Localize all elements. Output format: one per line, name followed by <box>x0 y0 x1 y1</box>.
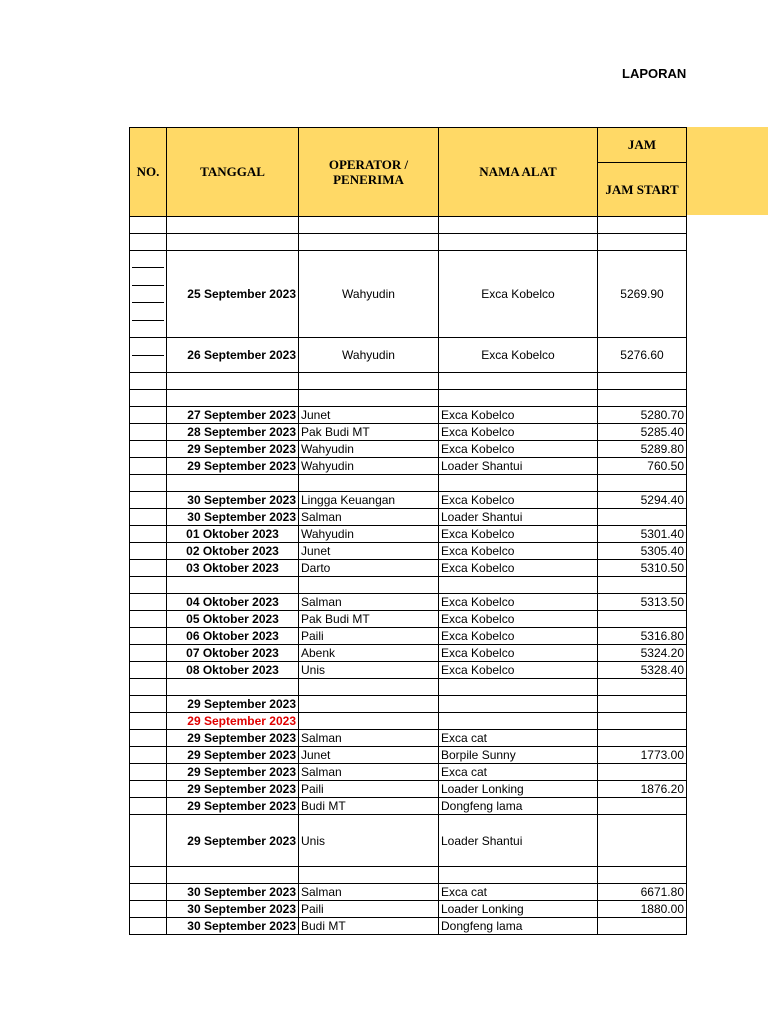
cell-nama-alat[interactable]: Exca Kobelco <box>439 407 598 424</box>
table-row <box>130 475 687 492</box>
table-row <box>130 390 687 407</box>
cell-tanggal[interactable]: 08 Oktober 2023 <box>167 662 299 679</box>
cell-nama-alat[interactable] <box>439 713 598 730</box>
cell-no[interactable] <box>130 730 167 747</box>
cell-operator[interactable] <box>299 696 439 713</box>
cell-no[interactable] <box>130 764 167 781</box>
cell-nama-alat[interactable] <box>439 475 598 492</box>
cell-tanggal[interactable]: 01 Oktober 2023 <box>167 526 299 543</box>
cell-tanggal[interactable] <box>167 390 299 407</box>
cell-no[interactable] <box>130 458 167 475</box>
cell-jam-start[interactable]: 6671.80 <box>598 884 687 901</box>
cell-jam-start[interactable] <box>598 798 687 815</box>
cell-tanggal[interactable] <box>167 475 299 492</box>
cell-nama-alat[interactable]: Exca cat <box>439 730 598 747</box>
cell-tanggal[interactable]: 29 September 2023 <box>167 764 299 781</box>
cell-tanggal[interactable]: 29 September 2023 <box>167 458 299 475</box>
cell-operator[interactable]: Budi MT <box>299 918 439 935</box>
cell-jam-start[interactable]: 5294.40 <box>598 492 687 509</box>
cell-operator[interactable]: Budi MT <box>299 798 439 815</box>
cell-jam-start[interactable] <box>598 815 687 867</box>
cell-no[interactable] <box>130 628 167 645</box>
cell-jam-start[interactable] <box>598 234 687 251</box>
cell-operator[interactable]: Junet <box>299 747 439 764</box>
table-row <box>130 867 687 884</box>
cell-nama-alat[interactable]: Dongfeng lama <box>439 918 598 935</box>
table-row <box>130 798 687 815</box>
cell-nama-alat[interactable]: Exca cat <box>439 884 598 901</box>
cell-no-sub <box>132 356 164 373</box>
cell-nama-alat[interactable]: Exca Kobelco <box>439 662 598 679</box>
cell-jam-start[interactable] <box>598 918 687 935</box>
cell-nama-alat[interactable] <box>439 234 598 251</box>
cell-operator[interactable]: Salman <box>299 730 439 747</box>
cell-nama-alat[interactable]: Exca Kobelco <box>439 338 598 373</box>
cell-operator[interactable]: Junet <box>299 407 439 424</box>
cell-jam-start[interactable]: 760.50 <box>598 458 687 475</box>
cell-nama-alat[interactable]: Exca Kobelco <box>439 628 598 645</box>
table-row <box>130 338 687 373</box>
cell-no[interactable] <box>130 543 167 560</box>
cell-nama-alat[interactable]: Exca Kobelco <box>439 492 598 509</box>
cell-no[interactable] <box>130 798 167 815</box>
cell-jam-start[interactable]: 5328.40 <box>598 662 687 679</box>
cell-no[interactable] <box>130 747 167 764</box>
cell-jam-start[interactable] <box>598 764 687 781</box>
cell-jam-start[interactable] <box>598 475 687 492</box>
cell-operator[interactable]: Lingga Keuangan <box>299 492 439 509</box>
cell-tanggal[interactable]: 30 September 2023 <box>167 492 299 509</box>
cell-no[interactable] <box>130 217 167 234</box>
cell-tanggal[interactable]: 29 September 2023 <box>167 713 299 730</box>
cell-nama-alat[interactable]: Exca Kobelco <box>439 543 598 560</box>
cell-operator[interactable]: Paili <box>299 628 439 645</box>
table-row <box>130 645 687 662</box>
cell-nama-alat[interactable]: Loader Shantui <box>439 458 598 475</box>
cell-jam-start[interactable] <box>598 730 687 747</box>
table-row <box>130 713 687 730</box>
cell-no-sub <box>132 268 164 285</box>
cell-tanggal[interactable]: 07 Oktober 2023 <box>167 645 299 662</box>
cell-operator[interactable] <box>299 679 439 696</box>
cell-operator[interactable] <box>299 234 439 251</box>
cell-tanggal[interactable] <box>167 217 299 234</box>
cell-tanggal[interactable]: 29 September 2023 <box>167 781 299 798</box>
cell-no[interactable] <box>130 645 167 662</box>
cell-tanggal[interactable]: 29 September 2023 <box>167 730 299 747</box>
cell-nama-alat[interactable]: Exca Kobelco <box>439 611 598 628</box>
cell-jam-start[interactable]: 5280.70 <box>598 407 687 424</box>
table-row <box>130 662 687 679</box>
cell-operator[interactable]: Pak Budi MT <box>299 611 439 628</box>
table-row <box>130 217 687 234</box>
cell-tanggal[interactable]: 30 September 2023 <box>167 918 299 935</box>
cell-jam-start[interactable]: 5310.50 <box>598 560 687 577</box>
cell-jam-start[interactable]: 5269.90 <box>598 251 687 338</box>
cell-tanggal[interactable]: 03 Oktober 2023 <box>167 560 299 577</box>
cell-jam-start[interactable]: 5305.40 <box>598 543 687 560</box>
cell-no[interactable] <box>130 390 167 407</box>
cell-no[interactable] <box>130 234 167 251</box>
cell-no[interactable] <box>130 611 167 628</box>
cell-tanggal[interactable]: 26 September 2023 <box>167 338 299 373</box>
cell-jam-start[interactable]: 1876.20 <box>598 781 687 798</box>
table-row <box>130 781 687 798</box>
cell-no[interactable] <box>130 867 167 884</box>
cell-operator[interactable] <box>299 373 439 390</box>
cell-no-sub <box>132 321 164 337</box>
cell-no-sub <box>132 251 164 268</box>
cell-jam-start[interactable] <box>598 373 687 390</box>
cell-no[interactable] <box>130 441 167 458</box>
cell-operator[interactable]: Salman <box>299 764 439 781</box>
cell-tanggal[interactable]: 02 Oktober 2023 <box>167 543 299 560</box>
cell-no[interactable] <box>130 662 167 679</box>
table-row <box>130 815 687 867</box>
cell-jam-start[interactable] <box>598 577 687 594</box>
table-row <box>130 594 687 611</box>
cell-tanggal[interactable] <box>167 234 299 251</box>
cell-no[interactable] <box>130 696 167 713</box>
cell-nama-alat[interactable]: Loader Shantui <box>439 815 598 867</box>
cell-no[interactable] <box>130 492 167 509</box>
cell-jam-start[interactable] <box>598 679 687 696</box>
cell-operator[interactable]: Junet <box>299 543 439 560</box>
cell-operator[interactable]: Darto <box>299 560 439 577</box>
table-row <box>130 458 687 475</box>
cell-no[interactable] <box>130 781 167 798</box>
cell-operator[interactable] <box>299 577 439 594</box>
table-row <box>130 901 687 918</box>
cell-no[interactable] <box>130 901 167 918</box>
cell-nama-alat[interactable] <box>439 373 598 390</box>
cell-operator[interactable]: Pak Budi MT <box>299 424 439 441</box>
header-operator-label: OPERATOR / PENERIMA <box>328 157 409 187</box>
table-row <box>130 918 687 935</box>
cell-jam-start[interactable]: 5313.50 <box>598 594 687 611</box>
cell-no[interactable] <box>130 407 167 424</box>
cell-nama-alat[interactable]: Loader Lonking <box>439 781 598 798</box>
cell-nama-alat[interactable]: Exca Kobelco <box>439 441 598 458</box>
cell-jam-start[interactable] <box>598 611 687 628</box>
table-row <box>130 543 687 560</box>
cell-nama-alat[interactable] <box>439 577 598 594</box>
cell-tanggal[interactable] <box>167 867 299 884</box>
table-row <box>130 696 687 713</box>
cell-tanggal[interactable]: 06 Oktober 2023 <box>167 628 299 645</box>
cell-no[interactable] <box>130 594 167 611</box>
report-title: LAPORAN <box>622 66 686 81</box>
cell-jam-start[interactable] <box>598 390 687 407</box>
cell-tanggal[interactable]: 28 September 2023 <box>167 424 299 441</box>
cell-operator[interactable]: Salman <box>299 509 439 526</box>
cell-nama-alat[interactable] <box>439 679 598 696</box>
table-row <box>130 730 687 747</box>
cell-tanggal[interactable]: 25 September 2023 <box>167 251 299 338</box>
table-row <box>130 679 687 696</box>
cell-tanggal[interactable]: 29 September 2023 <box>167 815 299 867</box>
cell-nama-alat[interactable]: Loader Shantui <box>439 509 598 526</box>
table-body <box>130 217 687 935</box>
header-jam[interactable]: JAM <box>598 128 687 163</box>
cell-jam-start[interactable]: 5316.80 <box>598 628 687 645</box>
table-row <box>130 764 687 781</box>
cell-operator[interactable]: Salman <box>299 594 439 611</box>
header-fill-extension <box>686 127 768 215</box>
cell-nama-alat[interactable] <box>439 217 598 234</box>
cell-no-sub <box>132 303 164 320</box>
cell-no[interactable] <box>130 424 167 441</box>
table-row <box>130 526 687 543</box>
table-row <box>130 441 687 458</box>
header-tanggal[interactable]: TANGGAL <box>167 128 299 217</box>
cell-operator[interactable] <box>299 867 439 884</box>
cell-operator[interactable]: Unis <box>299 815 439 867</box>
table-row <box>130 577 687 594</box>
report-table <box>129 127 687 935</box>
cell-no[interactable] <box>130 251 167 338</box>
table-row <box>130 560 687 577</box>
cell-operator[interactable]: Wahyudin <box>299 441 439 458</box>
cell-jam-start[interactable]: 5289.80 <box>598 441 687 458</box>
cell-operator[interactable]: Paili <box>299 901 439 918</box>
cell-operator[interactable]: Paili <box>299 781 439 798</box>
cell-no[interactable] <box>130 373 167 390</box>
cell-nama-alat[interactable] <box>439 390 598 407</box>
cell-tanggal[interactable] <box>167 373 299 390</box>
cell-nama-alat[interactable]: Exca Kobelco <box>439 251 598 338</box>
cell-no[interactable] <box>130 509 167 526</box>
cell-nama-alat[interactable]: Dongfeng lama <box>439 798 598 815</box>
cell-operator[interactable] <box>299 217 439 234</box>
header-operator[interactable] <box>299 128 439 217</box>
cell-no[interactable] <box>130 884 167 901</box>
cell-no-sub <box>132 338 164 356</box>
cell-no-sub <box>132 286 164 303</box>
cell-nama-alat[interactable]: Loader Lonking <box>439 901 598 918</box>
cell-tanggal[interactable]: 05 Oktober 2023 <box>167 611 299 628</box>
cell-tanggal[interactable]: 27 September 2023 <box>167 407 299 424</box>
cell-tanggal[interactable]: 29 September 2023 <box>167 798 299 815</box>
header-nama-alat[interactable]: NAMA ALAT <box>439 128 598 217</box>
cell-jam-start[interactable]: 5324.20 <box>598 645 687 662</box>
cell-jam-start[interactable] <box>598 696 687 713</box>
cell-jam-start[interactable] <box>598 713 687 730</box>
cell-tanggal[interactable]: 29 September 2023 <box>167 747 299 764</box>
cell-operator[interactable] <box>299 713 439 730</box>
table-row <box>130 492 687 509</box>
cell-no[interactable] <box>130 918 167 935</box>
header-no[interactable]: NO. <box>130 128 167 217</box>
table-row <box>130 234 687 251</box>
cell-nama-alat[interactable]: Exca cat <box>439 764 598 781</box>
cell-tanggal[interactable]: 30 September 2023 <box>167 884 299 901</box>
cell-jam-start[interactable] <box>598 867 687 884</box>
cell-no[interactable] <box>130 338 167 373</box>
cell-tanggal[interactable]: 30 September 2023 <box>167 509 299 526</box>
cell-operator[interactable]: Wahyudin <box>299 458 439 475</box>
cell-operator[interactable]: Unis <box>299 662 439 679</box>
cell-operator[interactable]: Wahyudin <box>299 251 439 338</box>
cell-jam-start[interactable]: 5285.40 <box>598 424 687 441</box>
table-row <box>130 424 687 441</box>
cell-tanggal[interactable]: 29 September 2023 <box>167 441 299 458</box>
cell-no[interactable] <box>130 560 167 577</box>
cell-nama-alat[interactable]: Exca Kobelco <box>439 645 598 662</box>
cell-operator[interactable] <box>299 475 439 492</box>
cell-nama-alat[interactable]: Exca Kobelco <box>439 560 598 577</box>
cell-tanggal[interactable] <box>167 679 299 696</box>
cell-operator[interactable]: Salman <box>299 884 439 901</box>
cell-no[interactable] <box>130 815 167 867</box>
cell-no[interactable] <box>130 679 167 696</box>
header-jam-start[interactable]: JAM START <box>598 163 687 217</box>
table-row <box>130 251 687 338</box>
table-row <box>130 628 687 645</box>
table-row <box>130 884 687 901</box>
table-row <box>130 407 687 424</box>
cell-no[interactable] <box>130 475 167 492</box>
cell-operator[interactable]: Abenk <box>299 645 439 662</box>
cell-operator[interactable] <box>299 390 439 407</box>
cell-jam-start[interactable]: 1773.00 <box>598 747 687 764</box>
cell-no[interactable] <box>130 526 167 543</box>
cell-nama-alat[interactable] <box>439 867 598 884</box>
cell-jam-start[interactable] <box>598 217 687 234</box>
table-row <box>130 373 687 390</box>
cell-nama-alat[interactable] <box>439 696 598 713</box>
cell-operator[interactable]: Wahyudin <box>299 338 439 373</box>
cell-nama-alat[interactable]: Exca Kobelco <box>439 424 598 441</box>
cell-jam-start[interactable]: 5301.40 <box>598 526 687 543</box>
cell-jam-start[interactable]: 1880.00 <box>598 901 687 918</box>
cell-nama-alat[interactable]: Exca Kobelco <box>439 526 598 543</box>
cell-tanggal[interactable]: 29 September 2023 <box>167 696 299 713</box>
cell-jam-start[interactable] <box>598 509 687 526</box>
cell-tanggal[interactable]: 30 September 2023 <box>167 901 299 918</box>
cell-no[interactable] <box>130 713 167 730</box>
cell-nama-alat[interactable]: Borpile Sunny <box>439 747 598 764</box>
table-row <box>130 509 687 526</box>
table-row <box>130 747 687 764</box>
cell-jam-start[interactable]: 5276.60 <box>598 338 687 373</box>
cell-tanggal[interactable]: 04 Oktober 2023 <box>167 594 299 611</box>
cell-operator[interactable]: Wahyudin <box>299 526 439 543</box>
cell-no[interactable] <box>130 577 167 594</box>
table-row <box>130 611 687 628</box>
cell-nama-alat[interactable]: Exca Kobelco <box>439 594 598 611</box>
cell-tanggal[interactable] <box>167 577 299 594</box>
